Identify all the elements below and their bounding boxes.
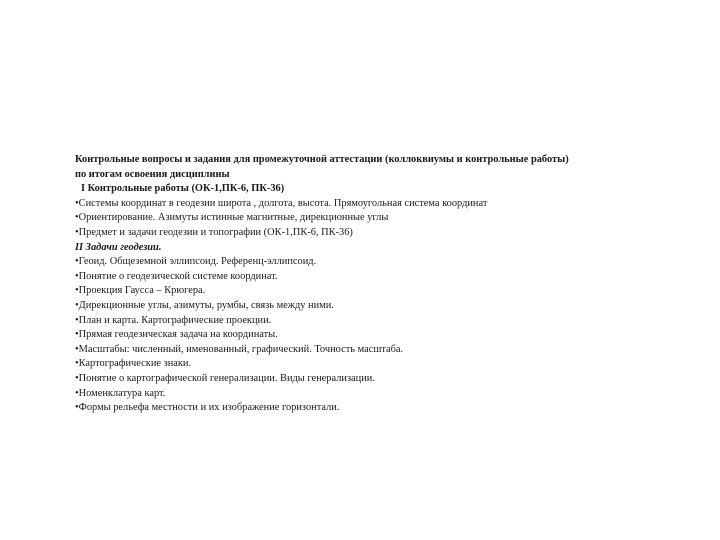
section-2-list: [75, 255, 715, 416]
list-item: •Понятие о геодезической системе координат.: [75, 270, 278, 282]
list-item: •Системы координат в геодезии широта , долгота, высота. Прямоугольная система координат: [75, 197, 488, 209]
section-2-title: II Задачи геодезии.: [75, 241, 162, 253]
document-heading-line-1: Контрольные вопросы и задания для промежуточной аттестации (коллоквиумы и контрольные работы): [75, 154, 569, 165]
list-item: •Дирекционные углы, азимуты, румбы, связь между ними.: [75, 299, 334, 311]
list-item: •Номенклатура карт.: [75, 387, 166, 399]
document-body: [75, 153, 715, 416]
list-item: •Предмет и задачи геодезии и топографии (ОК-1,ПК-6, ПК-36): [75, 226, 353, 238]
section-1-list: [75, 197, 715, 241]
list-item: •Понятие о картографической генерализации. Виды генерализации.: [75, 372, 375, 384]
document-heading-line-2: по итогам освоения дисциплины: [75, 168, 230, 180]
list-item: •Масштабы: численный, именованный, графический. Точность масштаба.: [75, 343, 404, 355]
list-item: •Геоид. Общеземной эллипсоид. Референц-эллипсоид.: [75, 256, 317, 268]
list-item: •Картографические знаки.: [75, 358, 192, 370]
list-item: •Ориентирование. Азимуты истинные магнитные, дирекционные углы: [75, 212, 389, 224]
section-1-title: I Контрольные работы (ОК-1,ПК-6, ПК-36): [81, 183, 285, 195]
list-item: •Проекция Гаусса – Крюгера.: [75, 285, 206, 297]
list-item: •План и карта. Картографические проекции.: [75, 314, 272, 326]
list-item: •Формы рельефа местности и их изображение горизонтали.: [75, 402, 340, 414]
list-item: •Прямая геодезическая задача на координаты.: [75, 329, 278, 341]
